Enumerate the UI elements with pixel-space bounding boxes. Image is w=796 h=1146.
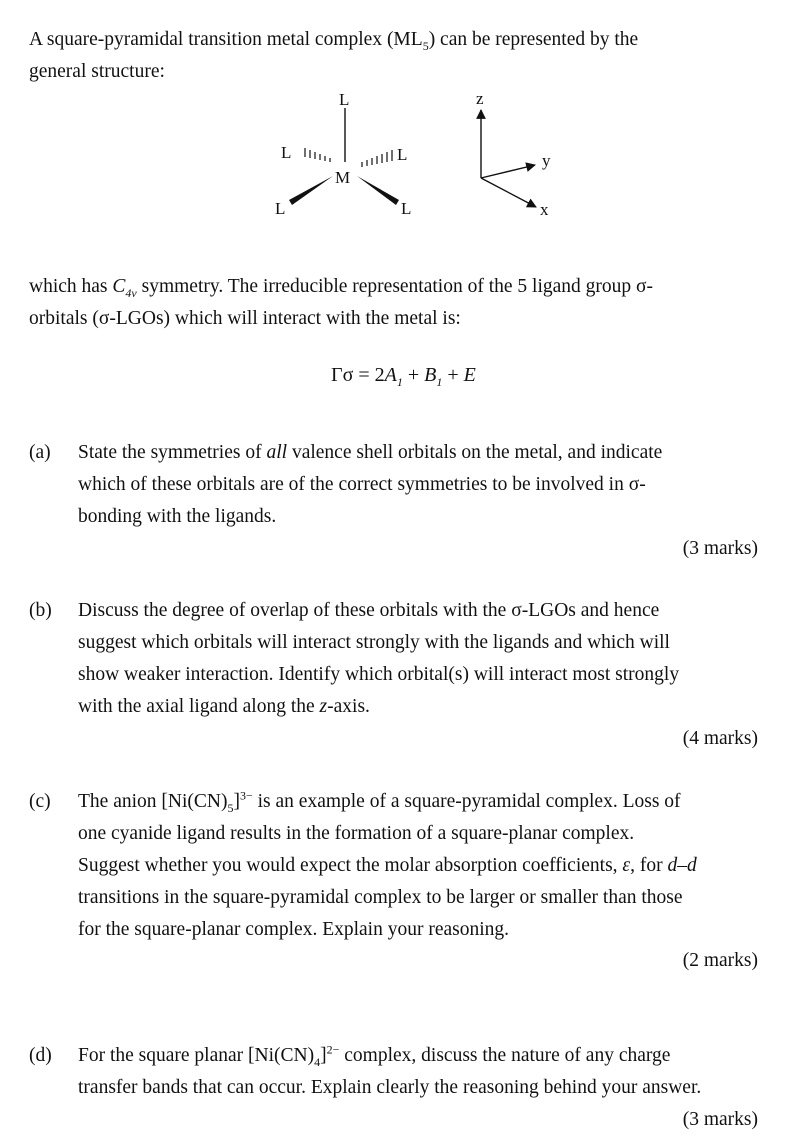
qb-text: -axis.: [327, 696, 370, 717]
intro-line-2: general structure:: [29, 61, 165, 82]
x-axis: [481, 178, 536, 207]
question-c-marks: (2 marks): [682, 950, 758, 971]
qb-text: with the axial ligand along the: [78, 696, 320, 717]
qd-superscript: 2−: [326, 1042, 340, 1057]
qc-epsilon: ε: [622, 855, 631, 876]
question-c-line-2: one cyanide ligand results in the formation of a square-planar complex.: [78, 823, 635, 844]
wedge-bond-front-left: [289, 176, 333, 205]
ligand-front-left-label: L: [275, 199, 286, 218]
ligand-front-right-label: L: [401, 199, 412, 218]
intro-text: A square-pyramidal transition metal complex (ML: [29, 29, 423, 50]
question-a-marks: (3 marks): [682, 538, 758, 559]
y-axis-label: y: [542, 151, 551, 170]
question-b-line-1: Discuss the degree of overlap of these orbitals with the σ-LGOs and hence: [78, 600, 660, 621]
wedge-bond-front-right: [357, 176, 399, 205]
qc-subscript: 5: [227, 800, 234, 815]
irrep-b-sub: 1: [436, 375, 443, 389]
point-group-subscript: 4v: [125, 285, 137, 300]
ligand-axial-label: L: [339, 90, 350, 109]
symmetry-text: symmetry. The irreducible representation of the 5 ligand group σ-: [136, 276, 654, 297]
metal-label: M: [335, 168, 351, 187]
symmetry-text: which has: [29, 276, 113, 297]
irrep-a: A: [384, 364, 397, 386]
x-axis-label: x: [540, 200, 549, 219]
qc-text: , for: [630, 855, 668, 876]
irrep-e: E: [463, 364, 476, 386]
symmetry-line-2: orbitals (σ-LGOs) which will interact with the metal is:: [29, 308, 461, 329]
intro-subscript: 5: [422, 38, 429, 53]
qa-text: State the symmetries of: [78, 442, 267, 463]
ligand-back-left-label: L: [281, 143, 292, 162]
qa-emphasis: all: [266, 442, 288, 463]
irrep-a-sub: 1: [396, 375, 403, 389]
qc-text: The anion [Ni(CN): [78, 791, 228, 812]
qc-superscript: 3−: [239, 788, 253, 803]
intro-text: ) can be represented by the: [428, 29, 639, 50]
plus: +: [442, 364, 464, 386]
qa-text: valence shell orbitals on the metal, and indicate: [287, 442, 663, 463]
question-c-label: (c): [29, 791, 51, 812]
hashed-bond-right: [362, 150, 392, 167]
point-group: C: [112, 276, 126, 297]
hashed-bond-left: [305, 148, 330, 162]
question-a-label: (a): [29, 442, 51, 463]
question-a-line-3: bonding with the ligands.: [78, 506, 277, 527]
question-b-line-2: suggest which orbitals will interact strongly with the ligands and which will: [78, 632, 670, 653]
symmetry-line-1: [29, 276, 654, 300]
irrep-b: B: [424, 364, 437, 386]
plus: +: [402, 364, 425, 386]
qd-subscript: 4: [314, 1054, 321, 1069]
gamma-representation: [331, 364, 476, 389]
question-b-marks: (4 marks): [682, 728, 758, 749]
qb-emphasis: z: [319, 696, 328, 717]
z-axis-label: z: [476, 89, 484, 108]
qc-dd: d–d: [667, 855, 697, 876]
square-pyramid-diagram: [0, 0, 796, 260]
question-a-line-1: [78, 443, 662, 463]
qd-text: For the square planar [Ni(CN): [78, 1045, 315, 1066]
question-b-label: (b): [29, 600, 52, 621]
ligand-back-right-label: L: [397, 145, 408, 164]
qc-text: ]: [233, 791, 240, 812]
y-axis: [481, 165, 535, 178]
question-d-label: (d): [29, 1045, 52, 1066]
question-c-line-5: for the square-planar complex. Explain your reasoning.: [78, 919, 510, 940]
question-c-line-4: transitions in the square-pyramidal complex to be larger or smaller than those: [78, 887, 683, 908]
question-d-line-1: [78, 1042, 671, 1069]
qc-text: Suggest whether you would expect the molar absorption coefficients,: [78, 855, 623, 876]
question-b-line-4: [78, 697, 370, 717]
question-d-marks: (3 marks): [682, 1109, 758, 1130]
qd-text: ]: [320, 1045, 327, 1066]
question-d-line-2: transfer bands that can occur. Explain clearly the reasoning behind your answer.: [78, 1077, 702, 1098]
question-a-line-2: which of these orbitals are of the correct symmetries to be involved in σ-: [78, 474, 646, 495]
qd-text: complex, discuss the nature of any charge: [339, 1045, 671, 1066]
question-c-line-1: [78, 788, 681, 815]
question-c-line-3: [78, 856, 697, 876]
question-b-line-3: show weaker interaction. Identify which orbital(s) will interact most strongly: [78, 664, 680, 685]
qc-text: is an example of a square-pyramidal complex. Loss of: [252, 791, 681, 812]
gamma-symbol: Γσ = 2: [331, 364, 385, 386]
